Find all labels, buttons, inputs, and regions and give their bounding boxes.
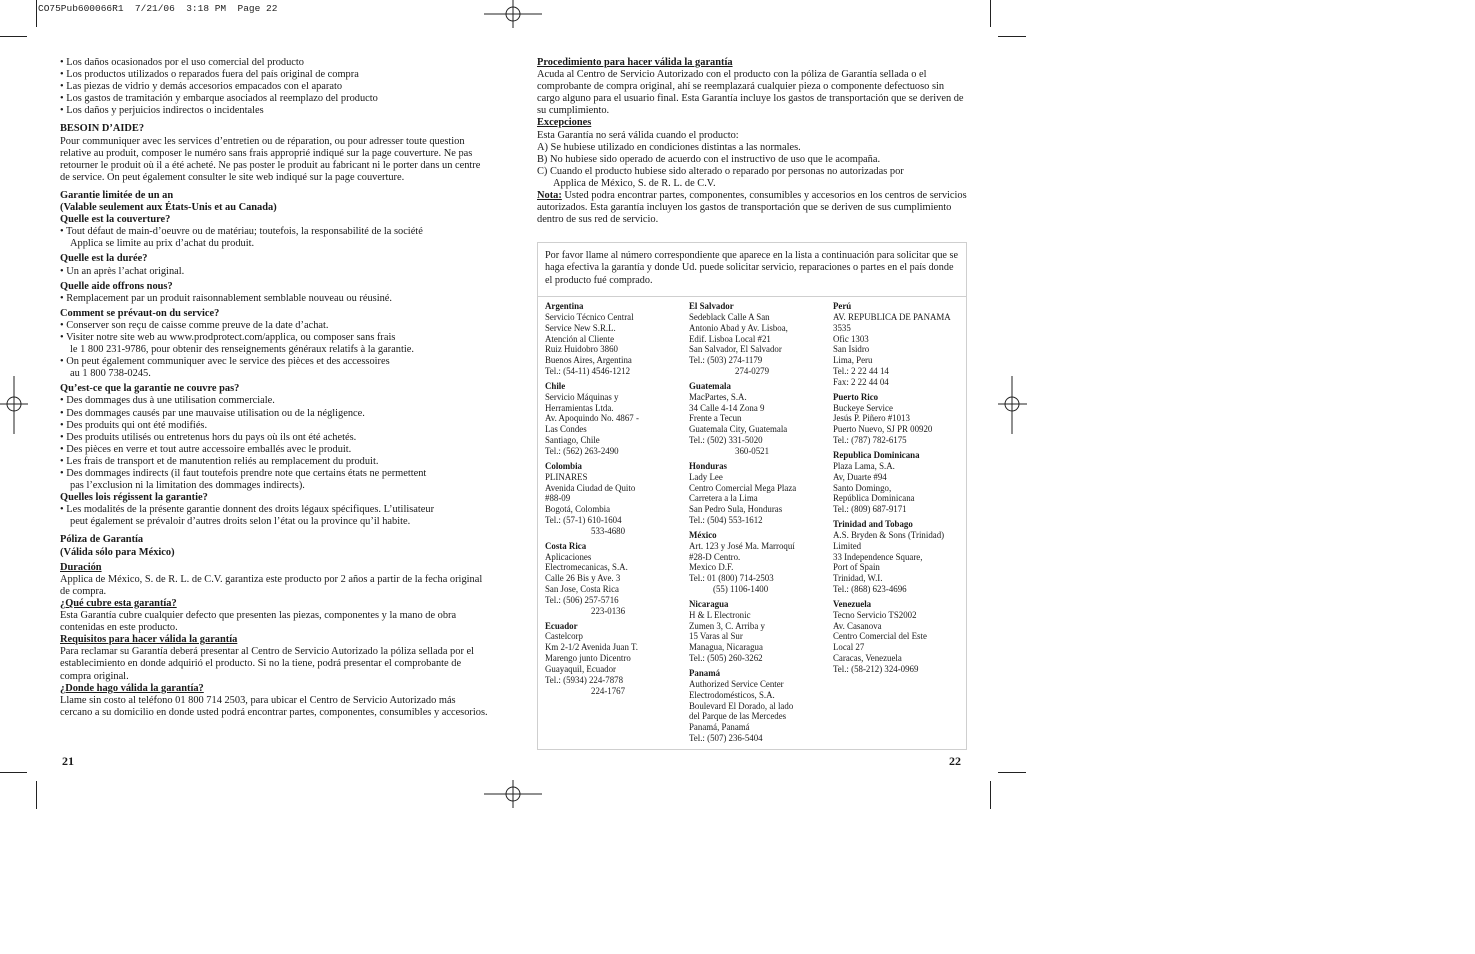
service-center-line: Tel.: (54-11) 4546-1212: [545, 366, 631, 377]
crop-mark: [0, 772, 27, 773]
service-center-entry: [689, 461, 831, 526]
exclusion-item: • Los daños ocasionados por el uso comercial del producto: [60, 57, 305, 68]
service-center-line: Av, Duarte #94: [833, 471, 887, 482]
left-page-column: [60, 57, 490, 719]
service-center-line: Herramientas Ltda.: [545, 402, 614, 413]
service-center-line: #28-D Centro.: [689, 551, 741, 562]
service-center-line: AV. REPUBLICA DE PANAMA: [833, 311, 951, 322]
service-center-line: del Parque de las Mercedes: [689, 711, 787, 722]
question-exclus: Qu’est-ce que la garantie ne couvre pas?: [60, 383, 240, 395]
service-center-country: Puerto Rico: [833, 391, 879, 402]
service-center-line: Port of Spain: [833, 562, 880, 573]
service-center-entry: [689, 301, 831, 377]
service-center-line: Tel.: (562) 263-2490: [545, 445, 619, 456]
question-lois: Quelles lois régissent la garantie?: [60, 492, 208, 504]
crop-mark: [998, 36, 1026, 37]
answer-exclus-item: • Les frais de transport et de manutention reliés au remplacement du produit.: [60, 455, 379, 467]
service-center-line: Authorized Service Center: [689, 678, 784, 689]
crop-mark: [990, 0, 991, 27]
service-center-line: Mexico D.F.: [689, 562, 734, 573]
service-center-line: Santiago, Chile: [545, 435, 600, 446]
service-center-line: #88-09: [545, 493, 571, 504]
answer-duree: • Un an après l’achat original.: [60, 265, 185, 277]
answer-couverture: • Tout défaut de main-d’oeuvre ou de matériau; toutefois, la responsabilité de la société: [60, 226, 423, 238]
service-center-line: PLINARES: [545, 471, 588, 482]
service-center-line: Service New S.R.L.: [545, 322, 616, 333]
service-center-line: Guayaquil, Ecuador: [545, 664, 616, 674]
service-center-line: Av. Casanova: [833, 620, 882, 631]
crop-mark: [990, 781, 991, 809]
service-center-line: Las Condes: [545, 424, 587, 435]
service-center-line: Managua, Nicaragua: [689, 642, 763, 653]
poliza-subheading: (Válida sólo para México): [60, 546, 175, 558]
answer-service-cont: au 1 800 738-0245.: [70, 368, 151, 380]
service-center-entry: [833, 392, 975, 446]
service-center-country: Perú: [833, 301, 852, 311]
service-center-line: Ofic 1303: [833, 333, 869, 344]
service-center-line: Calle 26 Bis y Ave. 3: [545, 573, 621, 584]
answer-lois: • Les modalités de la présente garantie donnent des droits légaux spécifiques. L’utilisateur: [60, 504, 435, 516]
service-center-entry: [689, 381, 831, 457]
service-center-line: Panamá, Panamá: [689, 722, 750, 733]
service-center-entry: [545, 541, 687, 617]
service-center-country: Costa Rica: [545, 540, 587, 551]
service-center-column: [833, 301, 975, 679]
service-center-line: Carretera a la Lima: [689, 493, 758, 504]
procedimiento-heading: Procedimiento para hacer válida la garantía: [537, 57, 733, 68]
crop-mark: [36, 781, 37, 809]
service-center-line: Sedeblack Calle A San: [689, 311, 770, 322]
cubre-text: Esta Garantía cubre cualquier defecto que presenten las piezas, componentes y la mano de obra contenidas en este producto.: [60, 610, 457, 634]
answer-exclus-item: • Des produits utilisés ou entretenus hors du pays où ils ont été achetés.: [60, 431, 357, 443]
besoin-heading: BESOIN D’AIDE?: [60, 123, 145, 135]
service-center-line: Tel.: (809) 687-9171: [833, 504, 907, 515]
answer-service: • Visiter notre site web au www.prodprotect.com/applica, ou composer sans frais: [60, 331, 396, 343]
service-center-line: (55) 1106-1400: [713, 584, 769, 595]
question-couverture: Quelle est la couverture?: [60, 214, 171, 226]
service-center-line: 15 Varas al Sur: [689, 631, 743, 642]
registration-mark-icon: [0, 376, 30, 434]
registration-mark-icon: [484, 0, 542, 30]
service-center-line: Tel.: (502) 331-5020: [689, 435, 763, 446]
service-center-line: 34 Calle 4-14 Zona 9: [689, 402, 765, 413]
cubre-heading: ¿Qué cubre esta garantía?: [60, 597, 177, 609]
service-center-line: Servicio Técnico Central: [545, 311, 634, 322]
page-number-right: 22: [949, 754, 961, 768]
service-center-line: 533-4680: [591, 525, 626, 536]
answer-aide: • Remplacement par un produit raisonnablement semblable nouveau ou réusiné.: [60, 292, 392, 304]
service-center-line: Frente a Tecun: [689, 413, 742, 424]
answer-exclus-item: • Des dommages causés par une mauvaise utilisation ou de la négligence.: [60, 407, 365, 419]
service-center-line: Puerto Nuevo, SJ PR 00920: [833, 424, 933, 435]
service-center-line: Lima, Peru: [833, 355, 873, 366]
service-center-country: Trinidad and Tobago: [833, 519, 913, 530]
service-center-entry: [833, 450, 975, 515]
service-center-line: San Jose, Costa Rica: [545, 584, 619, 595]
service-center-line: Tel.: (507) 236-5404: [689, 733, 763, 744]
service-center-line: Castelcorp: [545, 631, 583, 642]
question-service: Comment se prévaut-on du service?: [60, 307, 220, 319]
service-centers-box: [537, 242, 967, 750]
answer-service: • On peut également communiquer avec le service des pièces et des accessoires: [60, 356, 390, 368]
service-center-country: Nicaragua: [689, 598, 729, 609]
service-center-line: 224-1767: [591, 685, 626, 696]
registration-mark-icon: [484, 780, 542, 810]
service-center-line: Centro Comercial Mega Plaza: [689, 482, 797, 493]
service-center-line: Electrodomésticos, S.A.: [689, 689, 775, 700]
excepciones-heading: Excepciones: [537, 117, 592, 129]
answer-exclus-item: • Des dommages indirects (il faut toutefois prendre note que certains états ne permettent: [60, 468, 427, 479]
answer-exclus-item: • Des dommages dus à une utilisation commerciale.: [60, 395, 275, 407]
service-center-country: El Salvador: [689, 301, 734, 311]
divider: [538, 296, 966, 297]
service-center-country: Guatemala: [689, 380, 731, 391]
service-center-country: Ecuador: [545, 620, 578, 631]
answer-service-cont: le 1 800 231-9786, pour obtenir des renseignements généraux relatifs à la garantie.: [70, 344, 414, 356]
service-center-line: Aplicaciones: [545, 551, 592, 562]
service-center-line: Tel.: 2 22 44 14: [833, 366, 889, 377]
service-center-line: República Dominicana: [833, 493, 915, 504]
service-center-line: MacPartes, S.A.: [689, 391, 747, 402]
service-center-line: Trinidad, W.I.: [833, 573, 883, 584]
service-center-line: Buckeye Service: [833, 402, 893, 413]
service-center-line: A.S. Bryden & Sons (Trinidad): [833, 529, 945, 540]
service-center-entry: [689, 668, 831, 744]
service-center-line: 360-0521: [735, 445, 770, 456]
service-centers-intro: Por favor llame al número correspondiente que aparece en la lista a continuación para solicitar que se haga efectiva la garantía y donde Ud. puede solicitar servicio, reparaciones o partes en el país donde el producto fué comprado.: [545, 250, 958, 286]
donde-heading: ¿Donde hago válida la garantía?: [60, 682, 204, 694]
service-center-line: Antonio Abad y Av. Lisboa,: [689, 322, 788, 333]
exclusion-item: • Las piezas de vidrio y demás accesorios empacados con el aparato: [60, 81, 343, 93]
service-center-line: Plaza Lama, S.A.: [833, 460, 895, 471]
requisitos-heading: Requisitos para hacer válida la garantía: [60, 634, 238, 646]
right-page-column: [537, 57, 969, 226]
service-center-line: H & L Electronic: [689, 609, 751, 620]
service-center-line: Guatemala City, Guatemala: [689, 424, 788, 435]
service-center-line: Avenida Ciudad de Quito: [545, 482, 636, 493]
duracion-heading: Duración: [60, 561, 102, 573]
service-center-line: 223-0136: [591, 605, 626, 616]
nota-label: Nota:: [537, 190, 562, 202]
service-center-line: San Pedro Sula, Honduras: [689, 504, 783, 515]
service-center-country: Chile: [545, 380, 566, 391]
service-center-line: Tel.: (504) 553-1612: [689, 515, 763, 526]
service-center-line: Ruiz Huidobro 3860: [545, 344, 618, 355]
service-center-line: Electromecanicas, S.A.: [545, 562, 628, 573]
crop-mark: [36, 0, 37, 27]
service-center-entry: [545, 461, 687, 537]
service-center-line: Tel.: (58-212) 324-0969: [833, 664, 919, 674]
answer-couverture-cont: Applica se limite au prix d’achat du produit.: [70, 238, 255, 250]
exclusion-item: • Los productos utilizados o reparados fuera del país original de compra: [60, 69, 359, 81]
service-center-line: San Salvador, El Salvador: [689, 344, 782, 355]
service-center-line: Buenos Aires, Argentina: [545, 355, 632, 366]
service-center-line: Caracas, Venezuela: [833, 653, 902, 664]
service-center-line: Km 2-1/2 Avenida Juan T.: [545, 642, 638, 653]
service-center-line: Tel.: (505) 260-3262: [689, 653, 763, 664]
exclusion-item: • Los daños y perjuicios indirectos o incidentales: [60, 105, 264, 117]
service-center-line: Marengo junto Dicentro: [545, 653, 631, 664]
service-center-line: Zumen 3, C. Arriba y: [689, 620, 765, 631]
excepciones-intro: Esta Garantía no será válida cuando el producto:: [537, 129, 739, 141]
registration-mark-icon: [997, 376, 1027, 434]
service-center-line: 3535: [833, 322, 851, 333]
service-center-line: Tel.: (503) 274-1179: [689, 355, 763, 366]
answer-lois-cont: peut également se prévaloir d’autres droits selon l’état ou la province qu’il habite.: [70, 516, 411, 528]
duracion-text: Applica de México, S. de R. L. de C.V. garantiza este producto por 2 años a partir de la fecha original de compra.: [60, 573, 483, 597]
service-center-line: Bogotá, Colombia: [545, 504, 611, 515]
service-center-country: Argentina: [545, 301, 584, 311]
nota-paragraph: [537, 190, 969, 226]
besoin-text: Pour communiquer avec les services d’entretien ou de réparation, ou pour adresser toute question relative au produit, composer le numéro sans frais approprié indiqué sur la page couverture. Ne pas retourner le produit où il a été acheté. Ne pas poster le produit au fabricant ni le porter dans un centre de service. On peut également consulter le site web indiqué sur la page couverture.: [60, 135, 481, 183]
garantie-subheading: (Valable seulement aux États-Unis et au Canada): [60, 202, 277, 214]
crop-mark: [0, 36, 27, 37]
service-center-line: Art. 123 y José Ma. Marroquí: [689, 540, 795, 551]
service-center-line: Boulevard El Dorado, al lado: [689, 700, 794, 711]
crop-mark: [998, 772, 1026, 773]
service-center-line: Tel.: (506) 257-5716: [545, 594, 619, 605]
service-center-line: Servicio Máquinas y: [545, 391, 619, 402]
service-center-entry: [833, 519, 975, 595]
poliza-heading: Póliza de Garantía: [60, 534, 144, 546]
service-center-entry: [545, 301, 687, 377]
service-center-country: Honduras: [689, 460, 727, 471]
exclusion-item: • Los gastos de tramitación y embarque asociados al reemplazo del producto: [60, 93, 378, 105]
service-center-entry: [545, 621, 687, 697]
service-center-line: Tel.: (5934) 224-7878: [545, 674, 624, 685]
service-center-entry: [833, 599, 975, 675]
service-center-line: Jesús P. Piñero #1013: [833, 413, 910, 424]
service-center-line: Fax: 2 22 44 04: [833, 376, 889, 387]
service-center-column: [545, 301, 687, 701]
service-center-line: Lady Lee: [689, 471, 723, 482]
excepcion-item: B) No hubiese sido operado de acuerdo con el instructivo de uso que le acompaña.: [537, 153, 881, 165]
service-center-country: Panamá: [689, 668, 721, 678]
nota-text: Usted podra encontrar partes, componentes, consumibles y accesorios en los centros de servicios autorizados. Esta garantía incluyen los gastos de transportación que se deriven de sus cumplimiento dentro de sus red de servicio.: [537, 190, 967, 226]
service-center-line: Santo Domingo,: [833, 482, 892, 493]
service-center-line: 33 Independence Square,: [833, 551, 923, 562]
service-center-entry: [545, 381, 687, 457]
service-center-line: Edif. Lisboa Local #21: [689, 333, 771, 344]
garantie-heading: Garantie limitée de un an: [60, 189, 174, 201]
service-center-line: Tecno Servicio TS2002: [833, 609, 917, 620]
service-center-entry: [689, 530, 831, 595]
service-center-country: Colombia: [545, 460, 582, 471]
service-center-line: Av. Apoquindo No. 4867 -: [545, 413, 639, 424]
question-duree: Quelle est la durée?: [60, 253, 148, 265]
procedimiento-text: Acuda al Centro de Servicio Autorizado con el producto con la póliza de Garantía sellada o el comprobante de compra original, ahí se reemplazará cualquier pieza o componente defectuoso sin cargo alguno para el usuario final. Esta Garantía incluye los gastos de transportación que se deriven de su cumplimiento.: [537, 69, 964, 117]
answer-service: • Conserver son reçu de caisse comme preuve de la date d’achat.: [60, 319, 329, 331]
service-center-line: Local 27: [833, 642, 865, 653]
question-aide: Quelle aide offrons nous?: [60, 280, 173, 292]
answer-exclus-cont: pas l’exclusion ni la limitation des dommages indirects).: [70, 480, 305, 492]
service-center-line: 274-0279: [735, 366, 770, 377]
service-center-line: San Isidro: [833, 344, 870, 355]
service-center-line: Atención al Cliente: [545, 333, 615, 344]
excepcion-item-cont: Applica de México, S. de R. L. de C.V.: [553, 177, 716, 189]
service-center-line: Tel.: 01 (800) 714-2503: [689, 573, 774, 584]
slug-line: CO75Pub600066R1 7/21/06 3:18 PM Page 22: [38, 3, 278, 14]
service-center-line: Tel.: (787) 782-6175: [833, 435, 907, 446]
excepcion-item: A) Se hubiese utilizado en condiciones distintas a las normales.: [537, 141, 801, 153]
page-number-left: 21: [62, 754, 74, 768]
requisitos-text: Para reclamar su Garantía deberá presentar al Centro de Servicio Autorizado la póliza sellada por el establecimiento en donde adquirió el producto. Si no la tiene, podrá presentar el comprobante de compra original.: [60, 646, 475, 682]
service-center-line: Limited: [833, 540, 862, 551]
service-center-entry: [689, 599, 831, 664]
service-center-line: Tel.: (57-1) 610-1604: [545, 515, 622, 526]
donde-text: Llame sin costo al teléfono 01 800 714 2503, para ubicar el Centro de Servicio Autorizado más cercano a su domicilio en donde usted podrá encontrar partes, componentes, consumibles y accesorios.: [60, 694, 488, 718]
service-center-country: Venezuela: [833, 598, 872, 609]
answer-exclus-item: • Des pièces en verre et tout autre accessoire emballés avec le produit.: [60, 443, 352, 455]
service-center-line: Tel.: (868) 623-4696: [833, 584, 907, 595]
answer-exclus-item: • Des produits qui ont été modifiés.: [60, 419, 208, 431]
service-center-line: Centro Comercial del Este: [833, 631, 927, 642]
service-center-column: [689, 301, 831, 748]
service-center-entry: [833, 301, 975, 388]
service-center-country: México: [689, 529, 717, 540]
excepcion-item: C) Cuando el producto hubiese sido alterado o reparado por personas no autorizadas por: [537, 165, 904, 177]
service-center-country: Republica Dominicana: [833, 449, 920, 460]
